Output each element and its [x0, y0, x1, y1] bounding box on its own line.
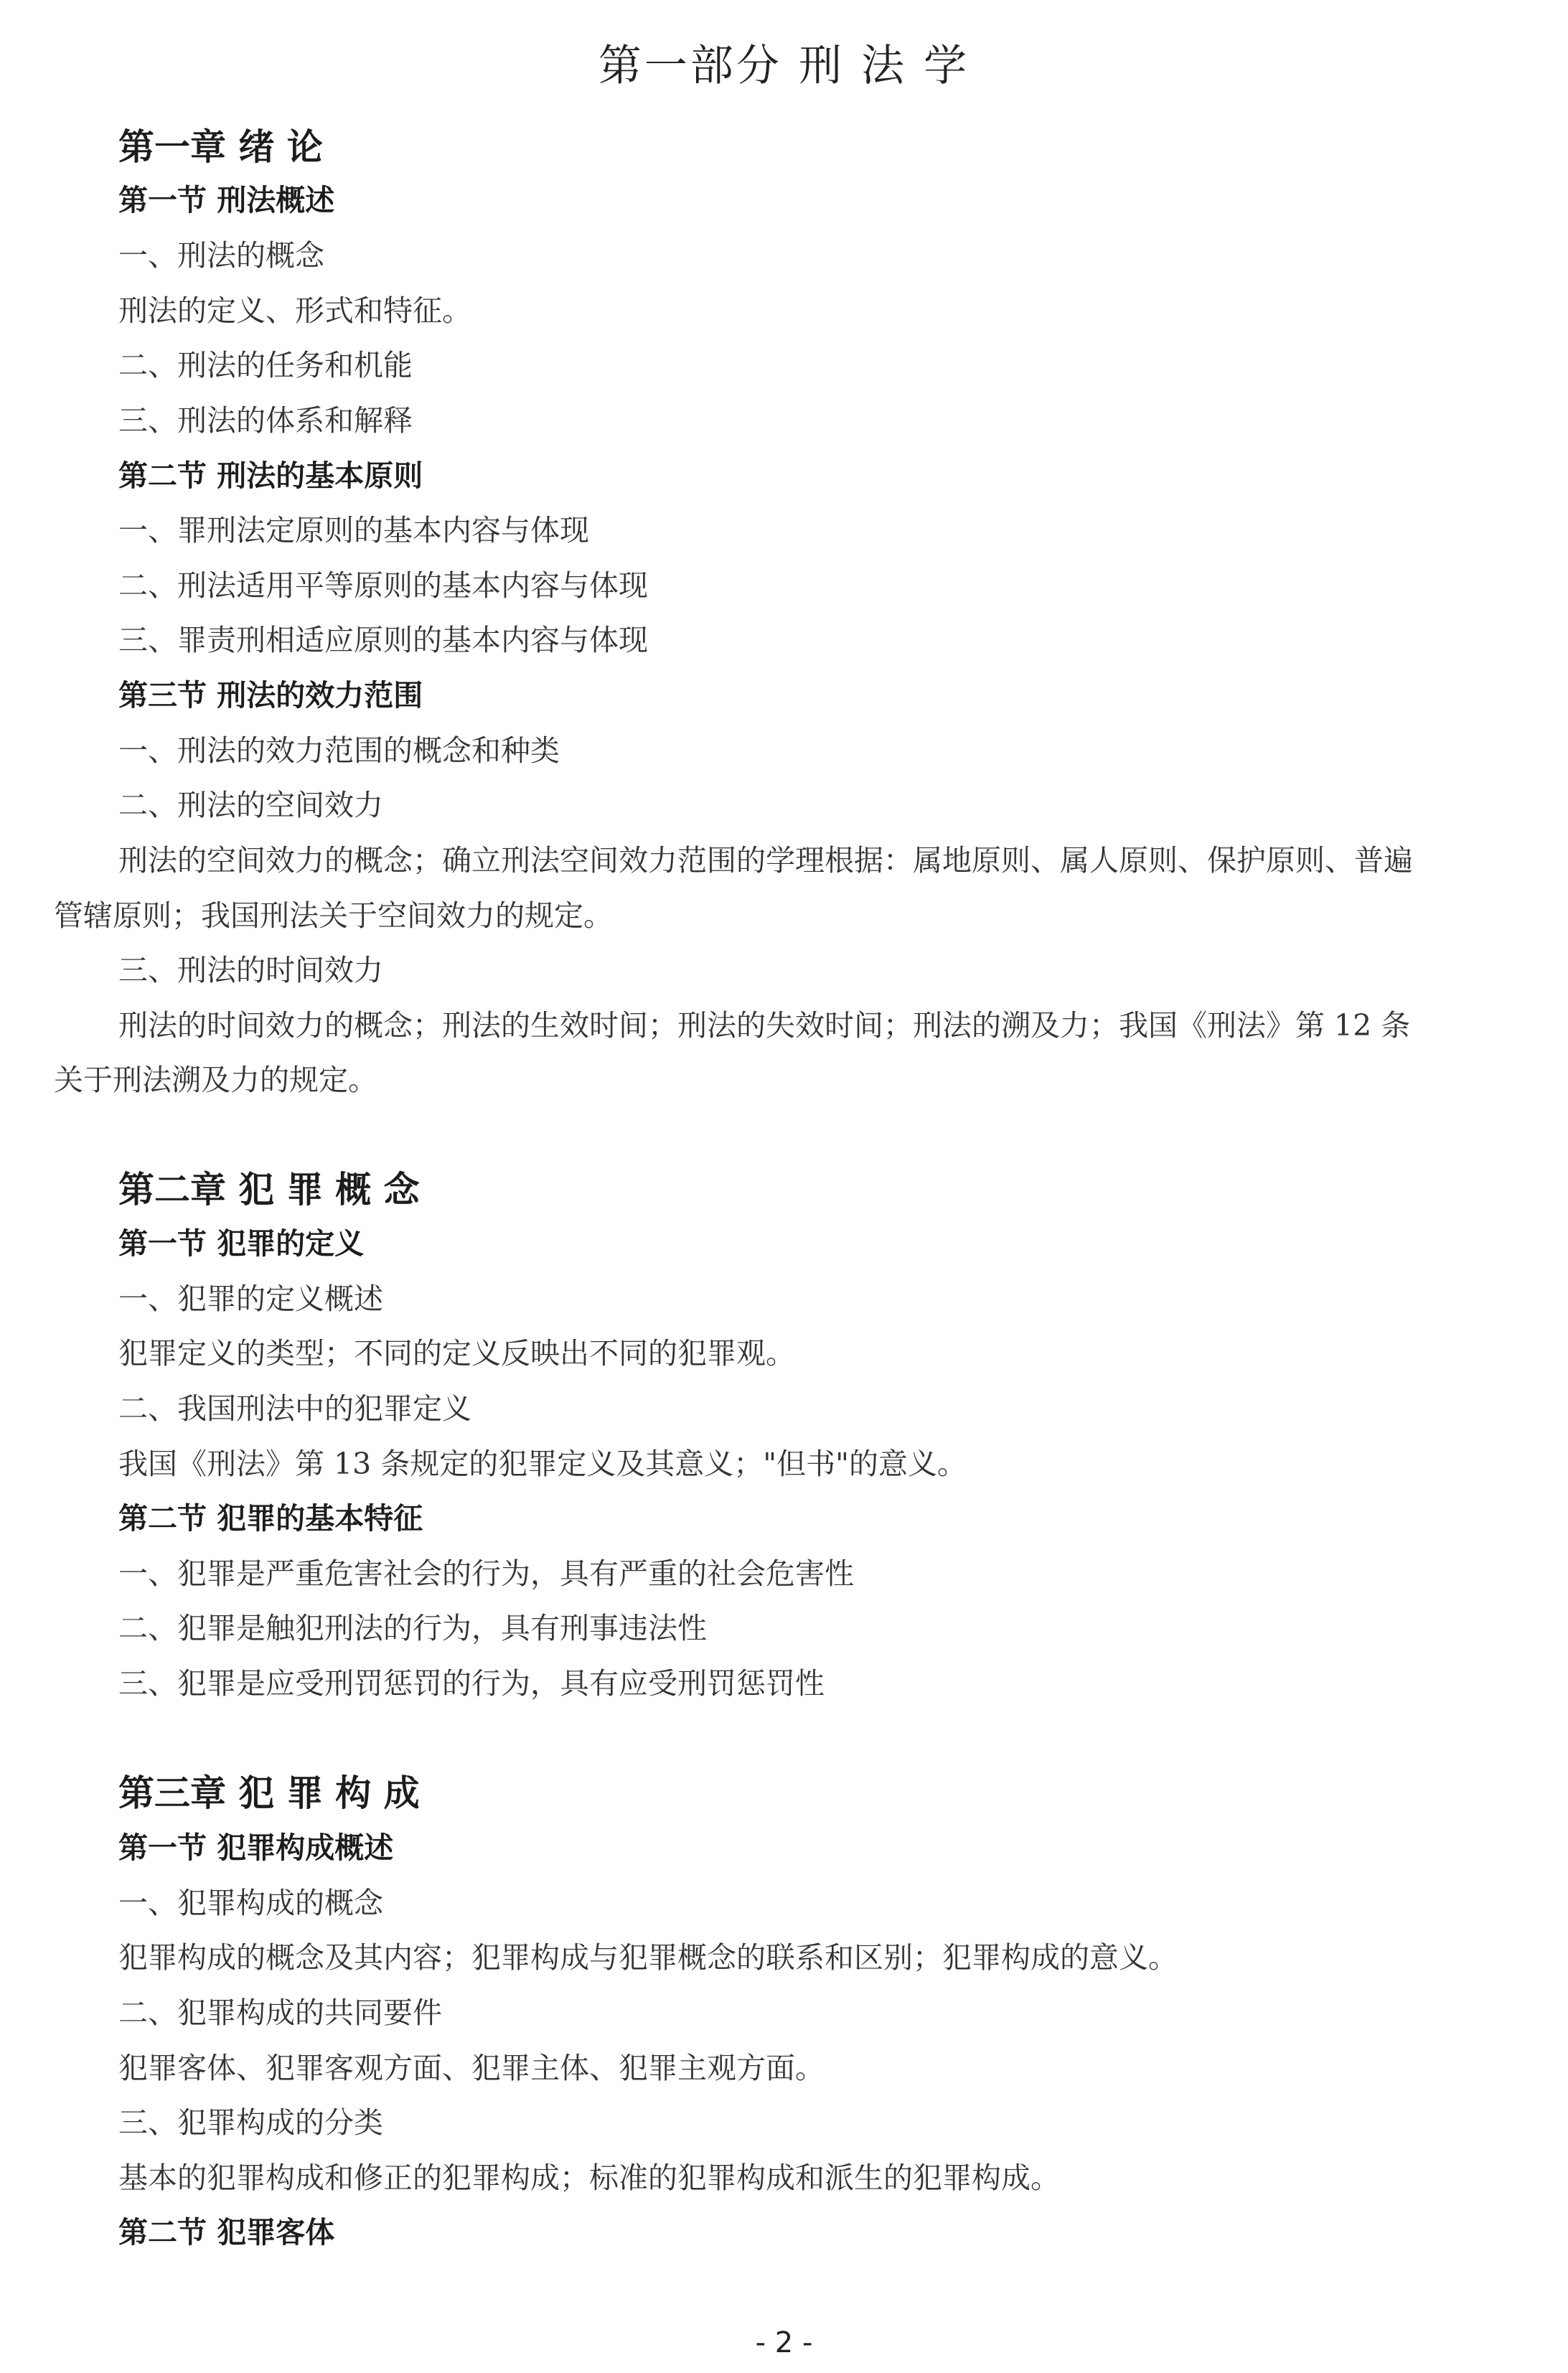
c1s2-item-3: 三、罪责刑相适应原则的基本内容与体现	[118, 623, 648, 657]
chapter-3-section-2-title: 第二节 犯罪客体	[118, 2215, 335, 2250]
c1s1-item-3: 三、刑法的体系和解释	[118, 403, 413, 438]
c3s1-item-2-body: 犯罪客体、犯罪客观方面、犯罪主体、犯罪主观方面。	[118, 2051, 825, 2085]
page-number: - 2 -	[755, 2326, 813, 2359]
c3s1-item-1: 一、犯罪构成的概念	[118, 1886, 383, 1920]
c2s1-item-2: 二、我国刑法中的犯罪定义	[118, 1391, 471, 1426]
c1s3-item-3: 三、刑法的时间效力	[118, 953, 383, 987]
c3s1-item-1-body: 犯罪构成的概念及其内容；犯罪构成与犯罪概念的联系和区别；犯罪构成的意义。	[118, 1940, 1178, 1975]
chapter-1-section-3-title: 第三节 刑法的效力范围	[118, 678, 423, 713]
c1s3-item-1: 一、刑法的效力范围的概念和种类	[118, 733, 560, 768]
c1s3-item-3-body-line-2: 关于刑法溯及力的规定。	[54, 1063, 377, 1097]
chapter-3-title: 第三章 犯 罪 构 成	[118, 1772, 420, 1814]
chapter-2-title: 第二章 犯 罪 概 念	[118, 1169, 420, 1211]
chapter-1-title: 第一章 绪 论	[118, 126, 323, 168]
c2s1-item-2-body: 我国《刑法》第 13 条规定的犯罪定义及其意义；"但书"的意义。	[118, 1447, 967, 1481]
c2s2-item-2: 二、犯罪是触犯刑法的行为，具有刑事违法性	[118, 1611, 707, 1645]
c2s1-item-1: 一、犯罪的定义概述	[118, 1282, 383, 1316]
c3s1-item-3: 三、犯罪构成的分类	[118, 2105, 383, 2140]
part-title: 第一部分 刑 法 学	[598, 41, 970, 91]
c1s1-item-2: 二、刑法的任务和机能	[118, 348, 413, 382]
c3s1-item-2: 二、犯罪构成的共同要件	[118, 1996, 442, 2030]
c3s1-item-3-body: 基本的犯罪构成和修正的犯罪构成；标准的犯罪构成和派生的犯罪构成。	[118, 2161, 1060, 2195]
c1s3-item-2-body-line-1: 刑法的空间效力的概念；确立刑法空间效力范围的学理根据：属地原则、属人原则、保护原则、普遍	[118, 843, 1413, 878]
c1s3-item-2-body-line-2: 管辖原则；我国刑法关于空间效力的规定。	[54, 898, 613, 933]
c1s2-item-1: 一、罪刑法定原则的基本内容与体现	[118, 513, 589, 548]
c2s2-item-3: 三、犯罪是应受刑罚惩罚的行为，具有应受刑罚惩罚性	[118, 1666, 825, 1701]
chapter-2-section-2-title: 第二节 犯罪的基本特征	[118, 1501, 423, 1536]
c1s3-item-2: 二、刑法的空间效力	[118, 788, 383, 822]
c1s1-item-1-body: 刑法的定义、形式和特征。	[118, 293, 471, 328]
chapter-1-section-1-title: 第一节 刑法概述	[118, 183, 335, 217]
chapter-1-section-2-title: 第二节 刑法的基本原则	[118, 459, 423, 493]
chapter-3-section-1-title: 第一节 犯罪构成概述	[118, 1831, 394, 1865]
c1s3-item-3-body-line-1: 刑法的时间效力的概念；刑法的生效时间；刑法的失效时间；刑法的溯及力；我国《刑法》第 12 条	[118, 1008, 1411, 1043]
c2s2-item-1: 一、犯罪是严重危害社会的行为，具有严重的社会危害性	[118, 1556, 854, 1591]
chapter-2-section-1-title: 第一节 犯罪的定义	[118, 1226, 365, 1261]
c1s2-item-2: 二、刑法适用平等原则的基本内容与体现	[118, 568, 648, 603]
c1s1-item-1: 一、刑法的概念	[118, 238, 324, 273]
c2s1-item-1-body: 犯罪定义的类型；不同的定义反映出不同的犯罪观。	[118, 1336, 795, 1371]
